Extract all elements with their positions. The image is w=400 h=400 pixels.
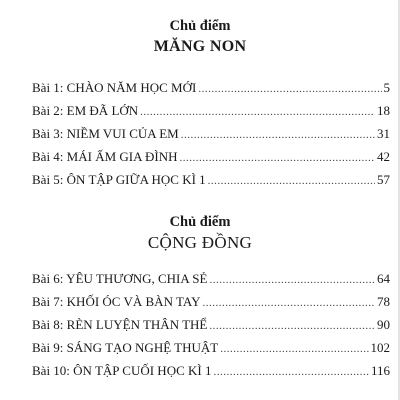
lesson-title: Bài 10: ÔN TẬP CUỐI HỌC KÌ 1 bbox=[32, 363, 212, 378]
lesson-title: Bài 1: CHÀO NĂM HỌC MỚI bbox=[32, 80, 197, 95]
dot-leader bbox=[209, 320, 375, 332]
section-header-2 bbox=[0, 214, 400, 252]
page-number: 18 bbox=[377, 103, 390, 118]
section-header-1 bbox=[0, 18, 400, 56]
lesson-title: Bài 3: NIỀM VUI CỦA EM bbox=[32, 126, 179, 141]
lesson-title: Bài 7: KHỐI ÓC VÀ BÀN TAY bbox=[32, 294, 201, 309]
lesson-list-2 bbox=[32, 271, 390, 386]
lesson-entry[interactable] bbox=[32, 126, 390, 149]
lesson-title: Bài 2: EM ĐÃ LỚN bbox=[32, 103, 139, 118]
lesson-entry[interactable] bbox=[32, 294, 390, 317]
dot-leader bbox=[202, 297, 375, 309]
page-number: 90 bbox=[377, 317, 390, 332]
section-title: CỘNG ĐỒNG bbox=[147, 233, 253, 252]
dot-leader bbox=[198, 83, 381, 95]
lesson-title: Bài 4: MÁI ẤM GIA ĐÌNH bbox=[32, 149, 178, 164]
lesson-title: Bài 9: SÁNG TẠO NGHỆ THUẬT bbox=[32, 340, 219, 355]
section-label: Chủ điểm bbox=[169, 214, 231, 230]
page-number: 5 bbox=[383, 80, 390, 95]
lesson-entry[interactable] bbox=[32, 271, 390, 294]
page-number: 42 bbox=[377, 149, 390, 164]
dot-leader bbox=[208, 175, 375, 187]
lesson-entry[interactable] bbox=[32, 103, 390, 126]
lesson-title: Bài 5: ÔN TẬP GIỮA HỌC KÌ 1 bbox=[32, 172, 206, 187]
lesson-entry[interactable] bbox=[32, 317, 390, 340]
dot-leader bbox=[209, 274, 375, 286]
lesson-title: Bài 6: YÊU THƯƠNG, CHIA SẺ bbox=[32, 271, 208, 286]
page-number: 57 bbox=[377, 172, 390, 187]
page-number: 64 bbox=[377, 271, 390, 286]
section-title: MĂNG NON bbox=[153, 38, 247, 55]
lesson-entry[interactable] bbox=[32, 80, 390, 103]
lesson-list-1 bbox=[32, 80, 390, 195]
dot-leader bbox=[181, 129, 375, 141]
dot-leader bbox=[180, 152, 375, 164]
dot-leader bbox=[140, 106, 375, 118]
lesson-entry[interactable] bbox=[32, 363, 390, 386]
dot-leader bbox=[213, 366, 368, 378]
lesson-title: Bài 8: RÈN LUYỆN THÂN THỂ bbox=[32, 317, 208, 332]
dot-leader bbox=[220, 343, 368, 355]
lesson-entry[interactable] bbox=[32, 149, 390, 172]
page-number: 78 bbox=[377, 294, 390, 309]
page-number: 102 bbox=[370, 340, 390, 355]
section-label: Chủ điểm bbox=[169, 18, 231, 34]
lesson-entry[interactable] bbox=[32, 340, 390, 363]
page-number: 31 bbox=[377, 126, 390, 141]
page-number: 116 bbox=[370, 363, 390, 378]
lesson-entry[interactable] bbox=[32, 172, 390, 195]
